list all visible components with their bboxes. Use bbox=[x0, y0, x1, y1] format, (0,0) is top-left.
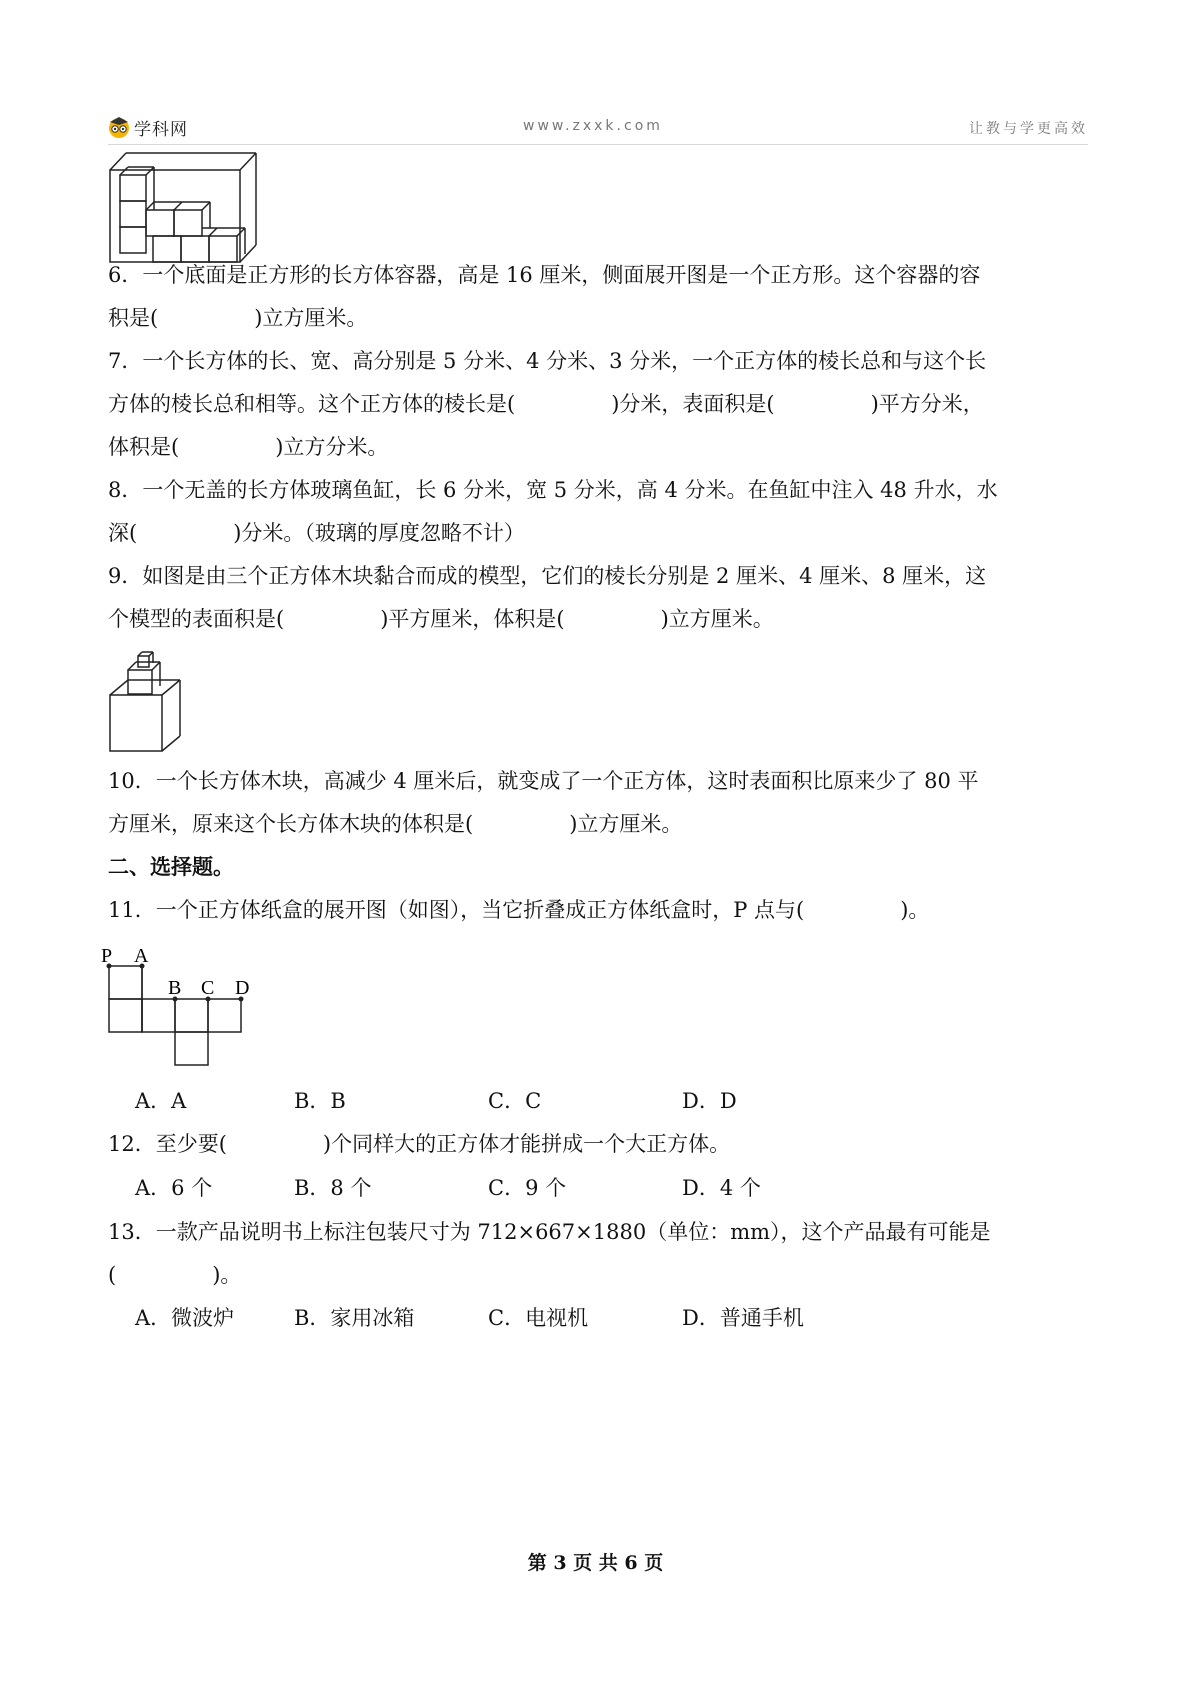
question-7-line-2 bbox=[108, 389, 1093, 419]
q13-option-d[interactable]: D．普通手机 bbox=[682, 1306, 804, 1330]
q6-text-a: 积是( bbox=[108, 306, 159, 330]
page-header bbox=[108, 112, 1088, 145]
q13-option-c[interactable]: C．电视机 bbox=[488, 1306, 589, 1330]
q7-text-d: 体积是( bbox=[108, 435, 180, 459]
net-label-d: D bbox=[235, 977, 250, 999]
q12-option-c[interactable]: C．9 个 bbox=[488, 1176, 567, 1200]
question-7-line-3 bbox=[108, 432, 1093, 462]
q6-text-b: )立方厘米。 bbox=[254, 306, 368, 330]
q12-option-d[interactable]: D．4 个 bbox=[682, 1176, 761, 1200]
q7-text-c: )平方分米， bbox=[870, 392, 984, 416]
page-number: 第 3 页 共 6 页 bbox=[527, 1552, 664, 1574]
question-7-line-1: 7．一个长方体的长、宽、高分别是 5 分米、4 分米、3 分米，一个正方体的棱长总和与这个长 bbox=[108, 349, 987, 373]
q9-text-b: )平方厘米，体积是( bbox=[380, 607, 565, 631]
q13-option-b[interactable]: B．家用冰箱 bbox=[294, 1306, 415, 1330]
slogan: 让教与学更高效 bbox=[969, 121, 1088, 137]
q11-text-a: 11．一个正方体纸盒的展开图（如图），当它折叠成正方体纸盒时，P 点与( bbox=[108, 898, 805, 922]
q7-text-e: )立方分米。 bbox=[275, 435, 389, 459]
q7-text-a: 方体的棱长总和相等。这个正方体的棱长是( bbox=[108, 392, 516, 416]
net-label-a: A bbox=[134, 945, 149, 967]
q11-text-b: )。 bbox=[900, 898, 930, 922]
q11-option-a[interactable]: A．A bbox=[135, 1089, 187, 1113]
q11-option-d[interactable]: D．D bbox=[682, 1089, 737, 1113]
question-9-line-1: 9．如图是由三个正方体木块黏合而成的模型，它们的棱长分别是 2 厘米、4 厘米、8 厘米，这 bbox=[108, 564, 987, 588]
question-11-line-1 bbox=[108, 895, 1093, 925]
q8-text-a: 深( bbox=[108, 521, 138, 545]
question-6-line-1: 6．一个底面是正方形的长方体容器，高是 16 厘米，侧面展开图是一个正方形。这个容器的容 bbox=[108, 263, 981, 287]
question-13-line-1: 13．一款产品说明书上标注包装尺寸为 712×667×1880（单位：mm），这个产品最有可能是 bbox=[108, 1220, 991, 1244]
q10-text-a: 方厘米，原来这个长方体木块的体积是( bbox=[108, 812, 474, 836]
site-url: www.zxxk.com bbox=[523, 118, 663, 134]
logo-text: 学科网 bbox=[134, 119, 188, 140]
q11-option-b[interactable]: B．B bbox=[294, 1089, 346, 1113]
question-13-line-2 bbox=[108, 1260, 1093, 1290]
q12-text-a: 12．至少要( bbox=[108, 1132, 227, 1156]
net-label-b: B bbox=[168, 977, 182, 999]
section-heading-choice: 二、选择题。 bbox=[108, 855, 234, 879]
q12-text-b: )个同样大的正方体才能拼成一个大正方体。 bbox=[322, 1132, 731, 1156]
q10-text-b: )立方厘米。 bbox=[569, 812, 683, 836]
logo bbox=[108, 114, 188, 140]
q12-option-a[interactable]: A．6 个 bbox=[135, 1176, 213, 1200]
question-12-line-1 bbox=[108, 1129, 1093, 1159]
question-8-line-2 bbox=[108, 518, 1093, 548]
question-8-line-1: 8．一个无盖的长方体玻璃鱼缸，长 6 分米，宽 5 分米，高 4 分米。在鱼缸中注入 48 升水，水 bbox=[108, 478, 998, 502]
cube-net-figure bbox=[100, 940, 270, 1070]
cube-box-figure bbox=[108, 150, 268, 265]
q13-text-a: ( bbox=[108, 1263, 117, 1287]
net-label-p: P bbox=[101, 945, 113, 967]
q11-option-c[interactable]: C．C bbox=[488, 1089, 542, 1113]
question-6-line-2 bbox=[108, 303, 1093, 333]
net-label-c: C bbox=[201, 977, 215, 999]
q8-text-b: )分米。（玻璃的厚度忽略不计） bbox=[233, 521, 525, 545]
owl-logo-icon bbox=[108, 116, 130, 138]
q9-text-c: )立方厘米。 bbox=[660, 607, 774, 631]
question-10-line-2 bbox=[108, 809, 1093, 839]
question-10-line-1: 10．一个长方体木块，高减少 4 厘米后，就变成了一个正方体，这时表面积比原来少了 80 平 bbox=[108, 769, 979, 793]
q12-option-b[interactable]: B．8 个 bbox=[294, 1176, 372, 1200]
q13-option-a[interactable]: A．微波炉 bbox=[135, 1306, 235, 1330]
q7-text-b: )分米，表面积是( bbox=[611, 392, 775, 416]
stacked-cubes-figure bbox=[108, 650, 188, 755]
q13-text-b: )。 bbox=[212, 1263, 242, 1287]
q9-text-a: 个模型的表面积是( bbox=[108, 607, 285, 631]
question-9-line-2 bbox=[108, 604, 1093, 634]
